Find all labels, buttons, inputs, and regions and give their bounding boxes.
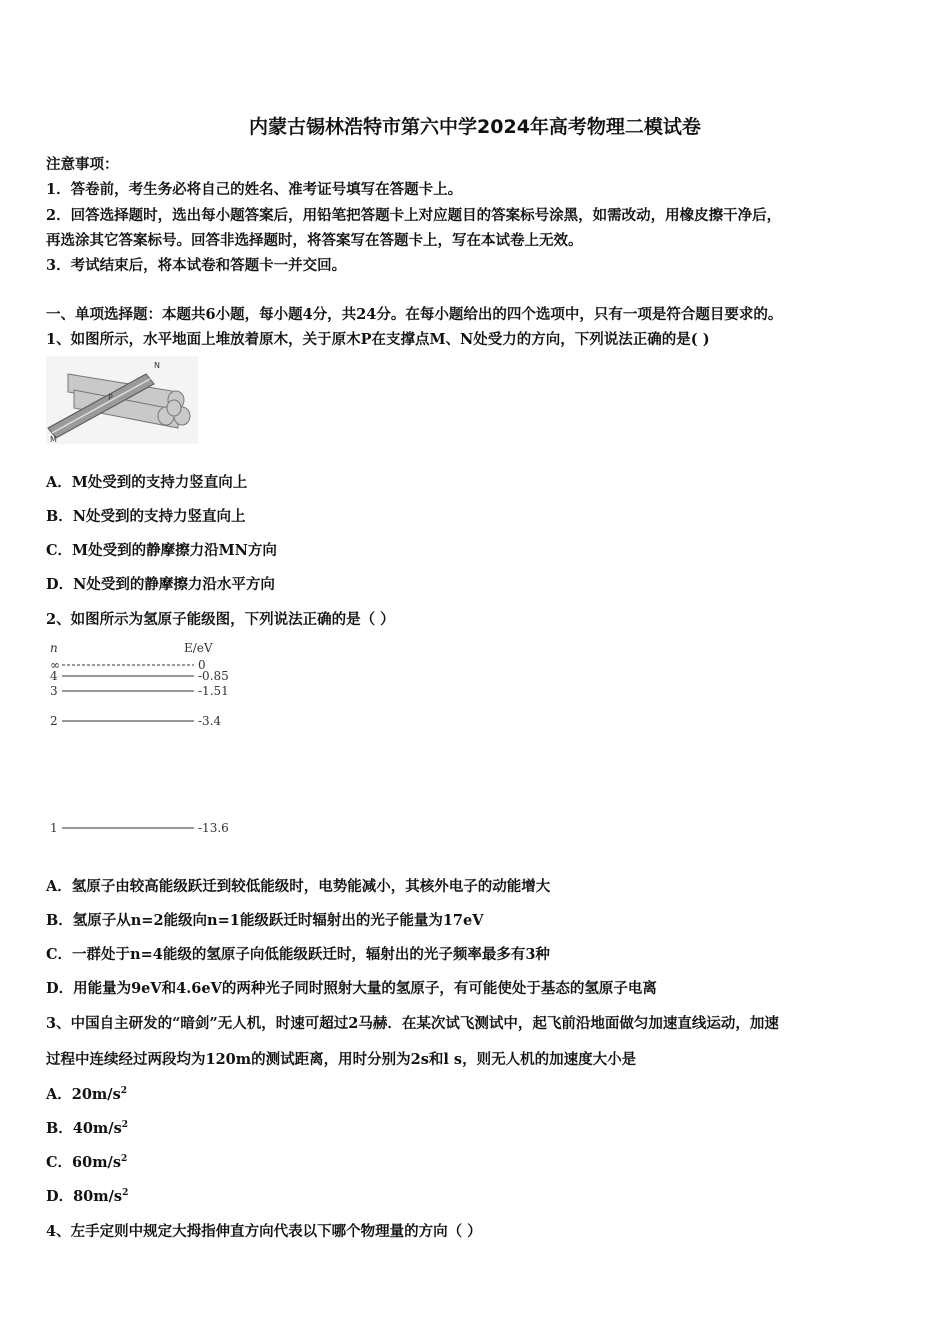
level-energy-label: -3.4 xyxy=(198,714,222,728)
q3-stem-line2: 过程中连续经过两段均为120m的测试距离，用时分别为2s和l s，则无人机的加速度大小是 xyxy=(46,1051,637,1068)
q2-option-b: B．氢原子从n=2能级向n=1能级跃迁时辐射出的光子能量为17eV xyxy=(46,912,484,929)
q3-option-d: D．$80m/s^2$ xyxy=(46,1188,129,1205)
label-m: M xyxy=(50,435,57,444)
n-axis-label: n xyxy=(50,641,58,655)
notice-item-1: 1．答卷前，考生务必将自己的姓名、准考证号填写在答题卡上。 xyxy=(46,181,463,198)
notice-item-2: 2．回答选择题时，选出每小题答案后，用铅笔把答题卡上对应题目的答案标号涂黑，如需改动，用橡皮擦干净后， xyxy=(46,207,782,224)
page-title: 内蒙古锡林浩特市第六中学2024年高考物理二模试卷 xyxy=(249,116,701,138)
q3-option-a: A．$20m/s^2$ xyxy=(46,1086,127,1103)
q3-stem-line1: 3、中国自主研发的“暗剑”无人机，时速可超过2马赫．在某次试飞测试中，起飞前沿地面做匀加速直线运动，加速 xyxy=(46,1015,779,1032)
energy-level-diagram xyxy=(44,638,244,838)
level-energy-label: -1.51 xyxy=(198,684,229,698)
level-n-label: ∞ xyxy=(50,658,60,672)
label-n: N xyxy=(154,361,160,370)
q1-option-b: B．N处受到的支持力竖直向上 xyxy=(46,508,246,525)
q2-option-a: A．氢原子由较高能级跃迁到较低能级时，电势能减小，其核外电子的动能增大 xyxy=(46,878,551,895)
q1-option-a: A．M处受到的支持力竖直向上 xyxy=(46,474,248,491)
q1-option-c: C．M处受到的静摩擦力沿MN方向 xyxy=(46,542,277,559)
q3-option-b: B．$40m/s^2$ xyxy=(46,1120,129,1137)
q2-option-d: D．用能量为9eV和4.6eV的两种光子同时照射大量的氢原子，有可能使处于基态的氢原子电离 xyxy=(46,980,657,997)
label-p: P xyxy=(108,393,113,402)
q2-stem: 2、如图所示为氢原子能级图，下列说法正确的是（ ） xyxy=(46,611,395,628)
logs-figure xyxy=(46,356,198,444)
level-energy-label: -0.85 xyxy=(198,669,229,683)
level-n-label: 1 xyxy=(50,821,58,835)
q1-stem: 1、如图所示，水平地面上堆放着原木，关于原木P在支撑点M、N处受力的方向，下列说法正确的是( ) xyxy=(46,331,710,348)
level-n-label: 2 xyxy=(50,714,58,728)
section-heading: 一、单项选择题：本题共6小题，每小题4分，共24分。在每小题给出的四个选项中，只有一项是符合题目要求的。 xyxy=(46,306,783,323)
level-n-label: 3 xyxy=(50,684,58,698)
notice-item-3: 3．考试结束后，将本试卷和答题卡一并交回。 xyxy=(46,257,347,274)
q4-stem: 4、左手定则中规定大拇指伸直方向代表以下哪个物理量的方向（ ） xyxy=(46,1223,482,1240)
level-n-label: 4 xyxy=(50,669,58,683)
q2-option-c: C．一群处于n=4能级的氢原子向低能级跃迁时，辐射出的光子频率最多有3种 xyxy=(46,946,550,963)
e-axis-label: E/eV xyxy=(184,641,213,655)
notice-heading: 注意事项： xyxy=(46,156,119,173)
notice-item-2-cont: 再选涂其它答案标号。回答非选择题时，将答案写在答题卡上，写在本试卷上无效。 xyxy=(46,232,583,249)
level-energy-label: 0 xyxy=(198,658,206,672)
q1-option-d: D．N处受到的静摩擦力沿水平方向 xyxy=(46,576,275,593)
q3-option-c: C．$60m/s^2$ xyxy=(46,1154,128,1171)
level-energy-label: -13.6 xyxy=(198,821,229,835)
